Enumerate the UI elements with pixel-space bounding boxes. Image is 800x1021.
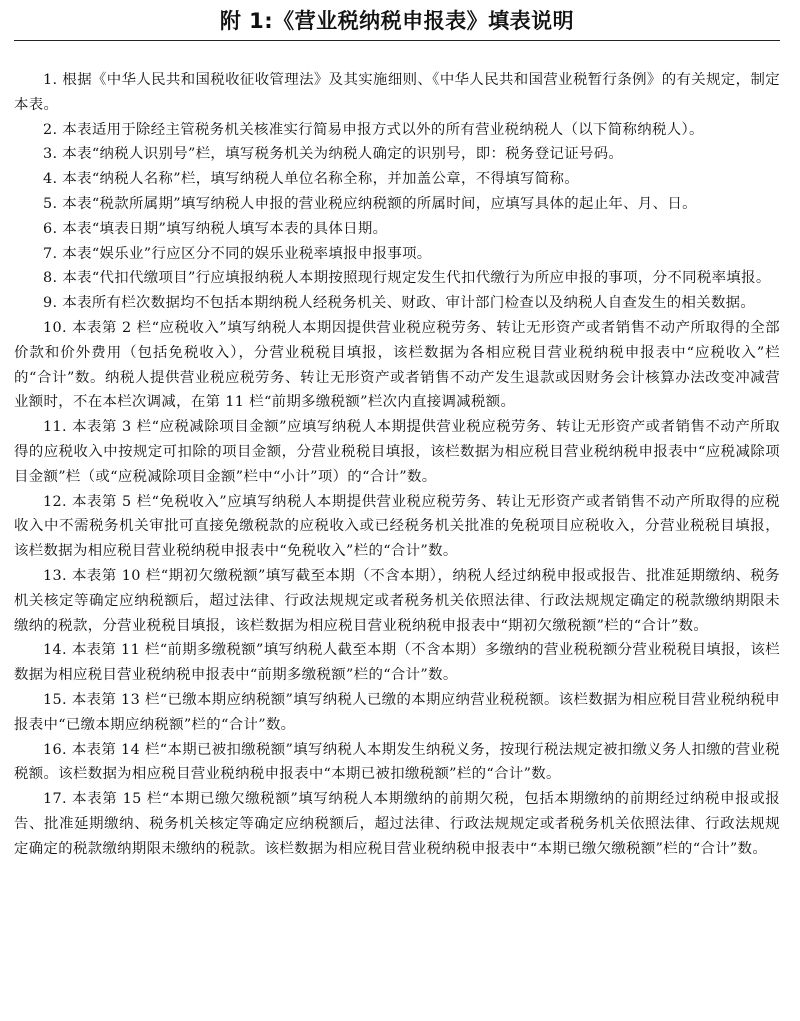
instruction-item: 13. 本表第 10 栏“期初欠缴税额”填写截至本期（不含本期），纳税人经过纳税申报或报告、批准延期缴纳、税务机关核定等确定应纳税额后，超过法律、行政法规规定或者税务机关依照法律、行政法规规定确定的税款缴纳期限未缴纳的税款，分营业税税目填报，该栏数据为相应税目营业税纳税申报表中“期初欠缴税额”栏的“合计”数。	[14, 567, 780, 634]
instruction-list	[14, 68, 780, 862]
instruction-item: 1. 根据《中华人民共和国税收征收管理法》及其实施细则、《中华人民共和国营业税暂行条例》的有关规定，制定本表。	[14, 72, 780, 113]
instruction-item: 10. 本表第 2 栏“应税收入”填写纳税人本期因提供营业税应税劳务、转让无形资产或者销售不动产所取得的全部价款和价外费用（包括免税收入），分营业税税目填报，该栏数据为各相应税目营业税纳税申报表中“应税收入”栏的“合计”数。纳税人提供营业税应税劳务、转让无形资产或者销售不动产发生退款或因财务会计核算办法改变冲减营业额时，不在本栏次调减，在第 11 栏“前期多缴税额”栏次内直接调减税额。	[14, 319, 780, 411]
instruction-item: 8. 本表“代扣代缴项目”行应填报纳税人本期按照现行规定发生代扣代缴行为所应申报的事项，分不同税率填报。	[43, 270, 771, 287]
instruction-item: 9. 本表所有栏次数据均不包括本期纳税人经税务机关、财政、审计部门检查以及纳税人自查发生的相关数据。	[43, 295, 756, 312]
instruction-item: 6. 本表“填表日期”填写纳税人填写本表的具体日期。	[43, 220, 388, 237]
instruction-item: 17. 本表第 15 栏“本期已缴欠缴税额”填写纳税人本期缴纳的前期欠税，包括本期缴纳的前期经过纳税申报或报告、批准延期缴纳、税务机关核定等确定应纳税额后，超过法律、行政法规规定或者税务机关依照法律、行政法规规定确定的税款缴纳期限未缴纳的税款。该栏数据为相应税目营业税纳税申报表中“本期已缴欠缴税额”栏的“合计”数。	[14, 791, 780, 857]
instruction-item: 7. 本表“娱乐业”行应区分不同的娱乐业税率填报申报事项。	[43, 245, 432, 262]
instruction-item: 15. 本表第 13 栏“已缴本期应纳税额”填写纳税人已缴的本期应纳营业税税额。该栏数据为相应税目营业税纳税申报表中“已缴本期应纳税额”栏的“合计”数。	[14, 691, 780, 733]
instruction-item: 12. 本表第 5 栏“免税收入”应填写纳税人本期提供营业税应税劳务、转让无形资产或者销售不动产所取得的应税收入中不需税务机关审批可直接免缴税款的应税收入或已经税务机关批准的免税项目应税收入，分营业税税目填报，该栏数据为相应税目营业税纳税申报表中“免税收入”栏的“合计”数。	[14, 493, 780, 560]
instruction-item: 14. 本表第 11 栏“前期多缴税额”填写纳税人截至本期（不含本期）多缴纳的营业税税额分营业税税目填报，该栏数据为相应税目营业税纳税申报表中“前期多缴税额”栏的“合计”数。	[14, 642, 780, 684]
instruction-item: 5. 本表“税款所属期”填写纳税人申报的营业税应纳税额的所属时间，应填写具体的起止年、月、日。	[43, 195, 697, 212]
instruction-item: 2. 本表适用于除经主管税务机关核准实行简易申报方式以外的所有营业税纳税人（以下简称纳税人）。	[43, 121, 704, 138]
instruction-item: 4. 本表“纳税人名称”栏，填写纳税人单位名称全称，并加盖公章，不得填写简称。	[43, 171, 579, 188]
instruction-item: 3. 本表“纳税人识别号”栏，填写税务机关为纳税人确定的识别号，即：税务登记证号码。	[43, 146, 624, 163]
title-divider	[14, 40, 780, 41]
instruction-item: 16. 本表第 14 栏“本期已被扣缴税额”填写纳税人本期发生纳税义务，按现行税法规定被扣缴义务人扣缴的营业税税额。该栏数据为相应税目营业税纳税申报表中“本期已被扣缴税额”栏的“合计”数。	[14, 741, 780, 783]
instruction-item: 11. 本表第 3 栏“应税减除项目金额”应填写纳税人本期提供营业税应税劳务、转让无形资产或者销售不动产所取得的应税收入中按规定可扣除的项目金额，分营业税税目填报，该栏数据为相应税目营业税纳税申报表中“应税减除项目金额”栏（或“应税减除项目金额”栏中“小计”项）的“合计”数。	[14, 419, 780, 485]
document-title: 附 1:《营业税纳税申报表》填表说明	[219, 9, 575, 33]
